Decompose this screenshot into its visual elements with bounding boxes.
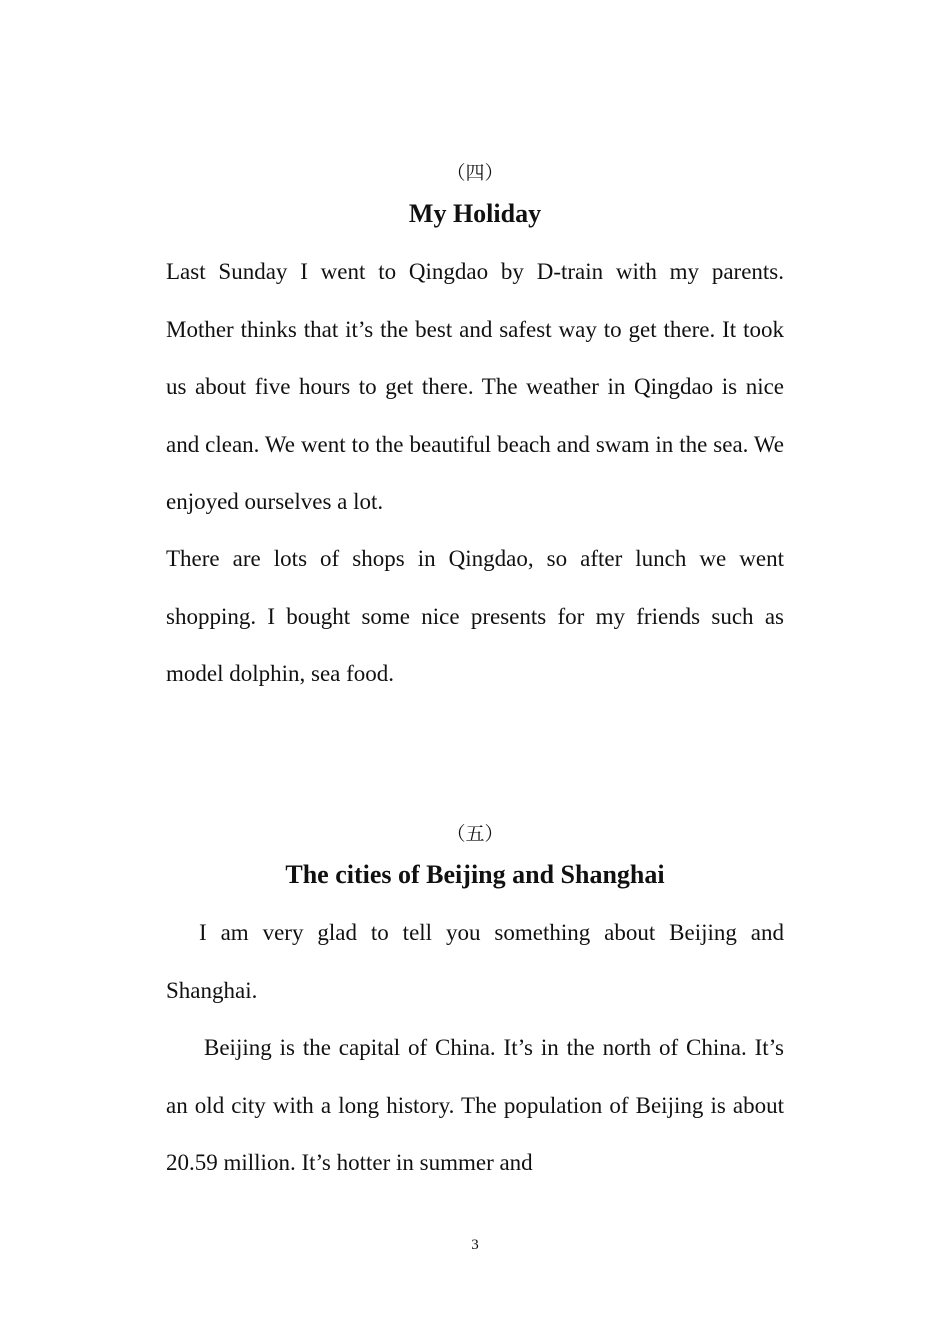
- section-title-my-holiday: My Holiday: [408, 199, 542, 228]
- paragraph-holiday-2: There are lots of shops in Qingdao, so after lunch we went shopping. I bought some nice presents for my friends such as model dolphin, sea food.: [166, 546, 784, 686]
- paragraph-cities-1: I am very glad to tell you something about Beijing and Shanghai.: [166, 920, 784, 1003]
- section-marker-4: （四）: [446, 163, 504, 184]
- page-number: 3: [471, 1237, 479, 1253]
- paragraph-holiday-1: Last Sunday I went to Qingdao by D-train with my parents. Mother thinks that it’s the best and safest way to get there. It took us about five hours to get there. The weather in Qingdao is nice and clean. We went to the beautiful beach and swam in the sea. We enjoyed ourselves a lot.: [166, 259, 784, 514]
- section-marker-5: （五）: [446, 824, 504, 845]
- paragraph-cities-2: Beijing is the capital of China. It’s in the north of China. It’s an old city with a long history. The population of Beijing is about 20.59 million. It’s hotter in summer and: [166, 1035, 784, 1175]
- section-title-beijing-shanghai: The cities of Beijing and Shanghai: [285, 860, 665, 889]
